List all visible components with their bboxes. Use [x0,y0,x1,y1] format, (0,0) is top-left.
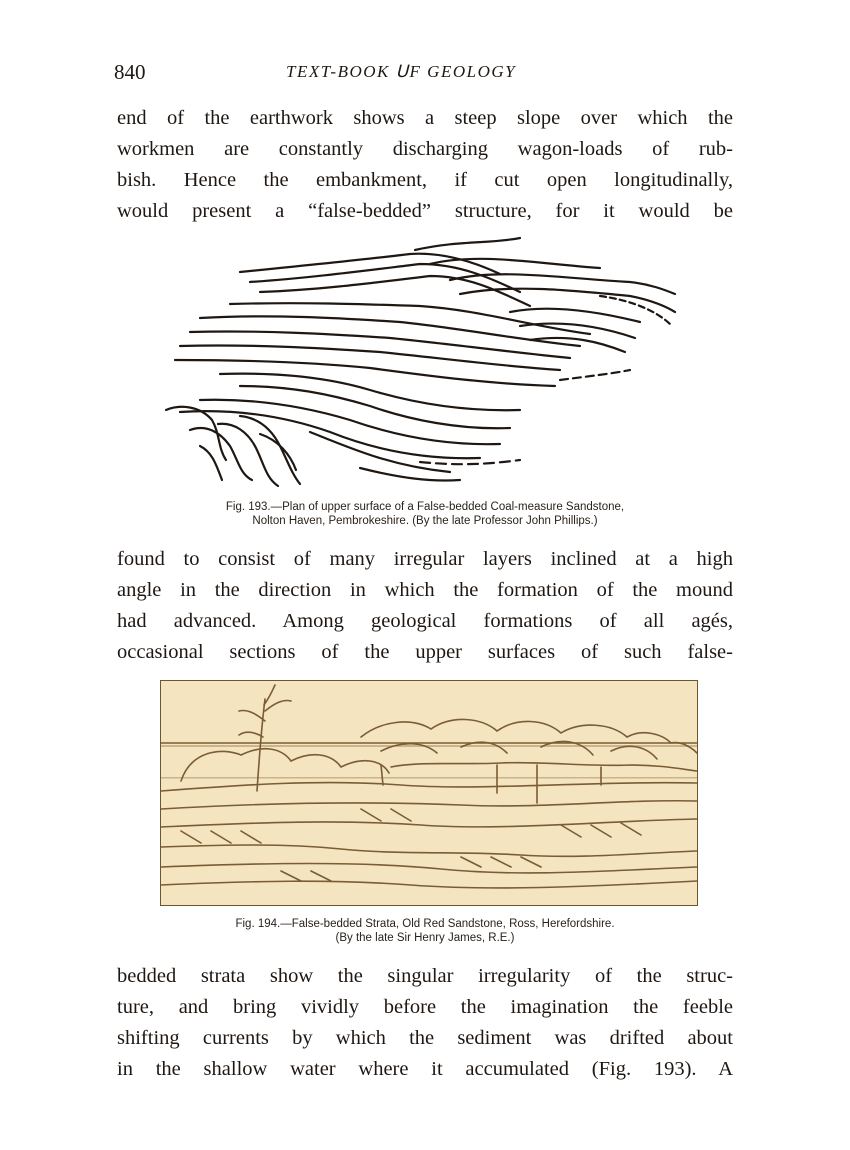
running-title: TEXT-BOOK ᑌF GEOLOGY [286,62,517,81]
caption-line: (By the late Sir Henry James, R.E.) [335,932,515,944]
figure-193-caption [0,500,850,528]
text-line: bedded strata show the singular irregularity of the struc- [117,965,733,987]
figure-194-illustration [161,681,697,905]
caption-line: Nolton Haven, Pembrokeshire. (By the late Professor John Phillips.) [252,515,598,527]
text-line: angle in the direction in which the formation of the mound [117,579,733,601]
text-line: in the shallow water where it accumulated (Fig. 193). A [117,1058,733,1080]
text-line: found to consist of many irregular layers inclined at a high [117,548,733,570]
paragraph-2 [117,544,733,668]
figure-194-caption [0,917,850,945]
page-number: 840 [114,60,146,84]
text-line: occasional sections of the upper surfaces of such false- [117,641,733,663]
text-line: bish. Hence the embankment, if cut open longitudinally, [117,169,733,191]
running-header [0,60,850,90]
text-line: shifting currents by which the sediment was drifted about [117,1027,733,1049]
text-line: ture, and bring vividly before the imagination the feeble [117,996,733,1018]
paragraph-3 [117,961,733,1085]
text-line: end of the earthwork shows a steep slope over which the [117,107,733,129]
caption-line: Fig. 194.—False-bedded Strata, Old Red Sandstone, Ross, Herefordshire. [235,918,615,930]
text-line: had advanced. Among geological formations of all agés, [117,610,733,632]
figure-193-illustration [160,234,680,496]
caption-line: Fig. 193.—Plan of upper surface of a False-bedded Coal-measure Sandstone, [225,501,625,513]
paragraph-1 [117,103,733,227]
text-line: workmen are constantly discharging wagon-loads of rub- [117,138,733,160]
text-line: would present a “false-bedded” structure, for it would be [117,200,733,222]
figure-194-plate [160,680,698,906]
